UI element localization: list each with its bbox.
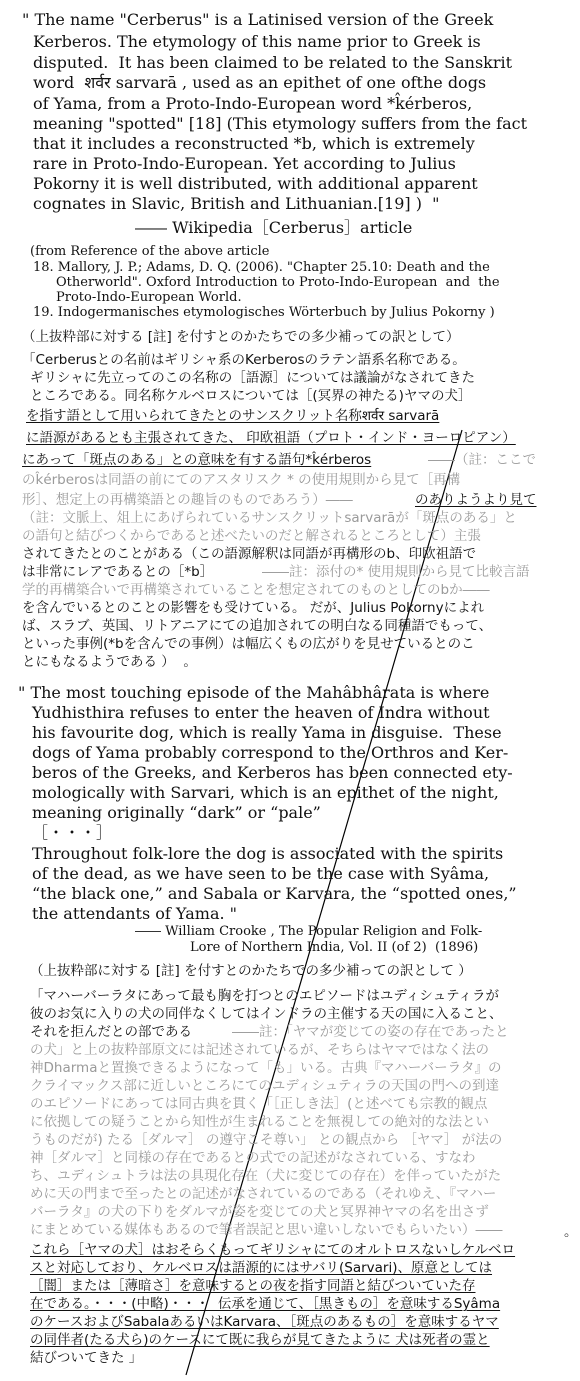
translation1-annotation: のk̂érberosは同語の前にてのアスタリスク * の使用規則から見て［再構	[22, 472, 461, 488]
quote2-attribution: Lore of Northern India, Vol. II (of 2) (1896)	[190, 940, 479, 955]
quote1-line: cognates in Slavic, British and Lithuanian.[19] ) "	[33, 194, 440, 213]
translation2-line: 「マハーバーラタにあって最も胸を打つとのエピソードはユディシュティラが	[30, 988, 499, 1004]
reference-line: 18. Mallory, J. P.; Adams, D. Q. (2006). "Chapter 25.10: Death and the	[33, 260, 490, 275]
quote2-line: “the black one,” and Sabala or Karvara, the “spotted ones,”	[32, 884, 517, 903]
quote1-line: Kerberos. The etymology of this name prior to Greek is	[33, 32, 481, 51]
reference-line: 19. Indogermanisches etymologisches Wörterbuch by Julius Pokorny )	[33, 305, 495, 320]
references-header: (from Reference of the above article	[30, 244, 270, 259]
translation1-line: を含んでいるとのことの影響をも受けている。 だが、Julius Pokornyによれ	[22, 600, 485, 616]
translation1-line: にあって「斑点のある」との意味を有する語句*k̂érberos	[22, 452, 372, 468]
quote1-line: rare in Proto-Indo-European. Yet according to Julius	[33, 154, 456, 173]
translation2-annotation: 神Dharmaと置換できるようになって「も」いる。古典『マハーバーラタ』の	[30, 1060, 502, 1076]
quote1-line: " The name "Cerberus" is a Latinised version of the Greek	[22, 10, 494, 29]
quote2-line: beros of the Greeks, and Kerberos has been connected ety-	[32, 763, 513, 782]
quote1-line: of Yama, from a Proto-Indo-European word *k̂érberos,	[33, 94, 473, 113]
translation1-line: のありようより見て	[415, 492, 537, 508]
translation2-line: スと対応しており、ケルベロスは語源的にはサバリ(Sarvari)、原意としては	[30, 1260, 493, 1276]
quote2-line: meaning originally “dark” or “pale”	[32, 803, 321, 822]
translation1-annotation: の語句と結びつくからであると述べたいのだと解されるところとして）主張	[22, 528, 481, 544]
quote1-line: disputed. It has been claimed to be related to the Sanskrit	[33, 53, 513, 72]
quote2-line: mologically with Sarvari, which is an epithet of the night,	[32, 783, 499, 802]
translation2-annotation: 神［ダルマ］と同様の存在であるとの式での記述がなされている、すなわ	[30, 1150, 476, 1166]
translation1-line: といった事例(*bを含んでの事例）は幅広くもの広がりを見せているとのこ	[22, 636, 475, 652]
quote1-line: meaning "spotted" [18] (This etymology suffers from the fact	[33, 114, 528, 133]
translation2-annotation: バーラタ』の犬の下りをダルマが姿を変じての犬と冥界神ヤマの名を出さず	[30, 1204, 489, 1220]
translation1-annotation: （註：文脈上、俎上にあげられているサンスクリットsarvarāが「斑点のある」と	[22, 510, 517, 526]
translation-note: （上抜粋部に対する [註] を付すとのかたちでの多少補っての訳として）	[22, 329, 460, 345]
translation2-line: それを拒んだとの部である	[30, 1024, 192, 1040]
quote1-line: Pokorny it is well distributed, with additional apparent	[33, 174, 478, 193]
reference-line: Otherworld". Oxford Introduction to Proto-Indo-European and the	[56, 275, 500, 290]
translation2-line: 。	[564, 1224, 578, 1240]
quote2-line: Throughout folk-lore the dog is associated with the spirits	[32, 844, 504, 863]
translation1-annotation: 学的再構築合いで再構築されていることを想定されてのものとしてのbか――	[22, 582, 490, 598]
translation2-annotation: クライマックス部に近しいところにてのユディシュティラの天国の門への到達	[30, 1078, 499, 1094]
translation2-annotation: のエピソードにあっては同古典を貫く「［正しき法］(と述べても宗教的観点	[30, 1096, 488, 1112]
translation2-line: 在である。・・・(中略)・・・ 伝承を通じて、［黒きもの］を意味するSyâma	[30, 1296, 501, 1312]
quote1-attribution: ―― Wikipedia［Cerberus］article	[135, 218, 413, 237]
translation2-annotation: ち、ユディシュトラは法の具現化存在（犬に変じての存在）を伴っていたがた	[30, 1168, 502, 1184]
translation1-line: ギリシャに先立ってのこの名称の［語源］については議論がなされてきた	[30, 370, 475, 386]
translation1-annotation: 形］、想定上の再構築語との趣旨のものであろう）――	[22, 492, 353, 508]
quote1-line: word शर्वर sarvarā , used as an epithet of one ofthe dogs	[33, 73, 487, 92]
translation1-annotation: ――（註：ここで	[428, 452, 536, 468]
quote2-line: the attendants of Yama. "	[32, 904, 238, 923]
translation2-line: これら［ヤマの犬］はおそらくもってギリシャにてのオルトロスないしケルベロ	[30, 1242, 516, 1258]
translation1-line: 「Cerberusとの名前はギリシャ系のKerberosのラテン語系名称である。	[22, 352, 466, 368]
quote2-line: his favourite dog, which is really Yama in disguise. These	[32, 723, 502, 742]
translation2-annotation: めに天の門まで至ったとの記述がなされているのである（それゆえ、『マハー	[30, 1186, 497, 1202]
translation2-annotation: うものだが) たる［ダルマ］ の遵守こそ尊い」 との観点から ［ヤマ］ が法の	[30, 1132, 503, 1148]
translation2-line: の同伴者(たる犬ら)のケースにて既に我らが見てきたように 犬は死者の霊と	[30, 1332, 490, 1348]
translation2-annotation: の犬」と上の抜粋部原文には記述されているが、そちらはヤマではなく法の	[30, 1042, 489, 1058]
translation1-line: を指す語として用いられてきたとのサンスクリット名称शर्वर sarvarā	[26, 408, 440, 424]
quote2-attribution: ―― William Crooke , The Popular Religion and Folk-	[135, 924, 483, 939]
quote2-line: Yudhisthira refuses to enter the heaven of Indra without	[32, 703, 490, 722]
quote1-line: that it includes a reconstructed *b, which is extremely	[33, 134, 475, 153]
quote2-line: dogs of Yama probably correspond to the Orthros and Ker-	[32, 743, 509, 762]
translation2-line: 結びついてきた 」	[30, 1350, 143, 1366]
translation1-line: ば、スラブ、英国、リトアニアにての追加されての明白なる同種語でもって、	[22, 618, 493, 634]
translation1-line: とにもなるようである ） 。	[22, 654, 197, 670]
translation1-annotation: ――註：添付の* 使用規則から見て比較言語	[262, 564, 530, 580]
translation2-annotation: ――註：「ヤマが変じての姿の存在であったと	[232, 1024, 509, 1040]
translation1-line: に語源があるとも主張されてきた、 印欧祖語（プロト・インド・ヨーロピアン）	[26, 430, 516, 446]
quote2-ellipsis: ［・・・］	[32, 823, 113, 842]
translation1-line: は非常にレアであるとの［*b］	[22, 564, 214, 580]
translation2-annotation: にまとめている媒体もあるので筆者誤記と思い違いしないでもらいたい）――	[30, 1222, 503, 1238]
translation2-line: ［闇］または［薄暗さ］を意味するとの夜を指す同語と結びついていた存	[30, 1278, 476, 1294]
translation2-annotation: に依拠しての疑うことから知性が生まれることを無視しての絶対的な法とい	[30, 1114, 489, 1130]
translation2-line: のケースおよびSabalaあるいはKarvara、［斑点のあるもの］を意味するヤマ	[30, 1314, 499, 1330]
quote2-line: " The most touching episode of the Mahâbhârata is where	[18, 683, 490, 702]
quote2-line: of the dead, as we have seen to be the case with Syâma,	[32, 864, 490, 883]
translation-note: （上抜粋部に対する [註] を付すとのかたちでの多少補っての訳として ）	[30, 963, 472, 979]
translation1-line: ところである。同名称ケルベロスについては［(冥界の神たる)ヤマの犬］	[30, 388, 472, 404]
translation2-line: 彼のお気に入りの犬の同伴なくしてはインドラの主催する天の国に入ること、	[30, 1006, 503, 1022]
translation1-line: されてきたとのことがある（この語源解釈は同語が再構形のb、印欧祖語で	[22, 546, 477, 562]
reference-line: Proto-Indo-European World.	[56, 290, 242, 305]
